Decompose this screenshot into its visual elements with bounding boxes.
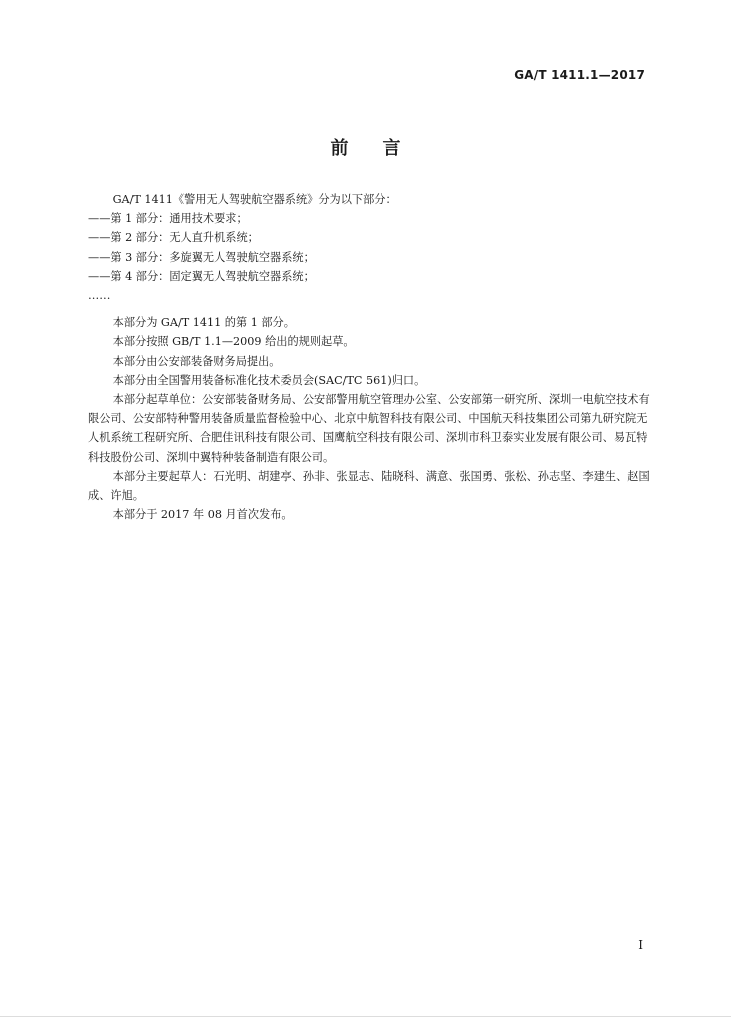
drafting-rules: 本部分按照 GB/T 1.1—2009 给出的规则起草。: [112, 335, 355, 349]
list-item: ——第 2 部分：无人直升机系统；: [88, 231, 259, 245]
publication-statement: 本部分于 2017 年 08 月首次发布。: [112, 508, 293, 522]
preface-body: [88, 190, 654, 524]
list-ellipsis: ……: [88, 289, 111, 303]
part-statement: 本部分为 GA/T 1411 的第 1 部分。: [112, 316, 295, 330]
page-title: 前言: [330, 138, 435, 159]
document-code: GA/T 1411.1—2017: [514, 68, 645, 82]
paragraph-spacer: [88, 305, 654, 313]
bottom-divider: [0, 1016, 731, 1017]
drafting-units: 本部分起草单位：公安部装备财务局、公安部警用航空管理办公室、公安部第一研究所、深圳一电航空技术有限公司、公安部特种警用装备质量监督检验中心、北京中航智科技有限公司、中国航天科技集团公司第九研究院无人机系统工程研究所、合肥佳讯科技有限公司、国鹰航空科技有限公司、深圳市科卫泰实业发展有限公司、易瓦特科技股份公司、深圳中翼特种装备制造有限公司。: [88, 393, 650, 464]
list-item: ——第 1 部分：通用技术要求；: [88, 212, 248, 226]
list-item: ——第 4 部分：固定翼无人驾驶航空器系统；: [88, 269, 315, 283]
list-item: ——第 3 部分：多旋翼无人驾驶航空器系统；: [88, 250, 315, 264]
committee-statement: 本部分由全国警用装备标准化技术委员会(SAC/TC 561)归口。: [112, 373, 426, 387]
main-drafters: 本部分主要起草人：石光明、胡建亭、孙非、张显志、陆晓科、满意、张国勇、张松、孙志坚、李建生、赵国成、许旭。: [88, 469, 650, 503]
proposer-statement: 本部分由公安部装备财务局提出。: [112, 354, 281, 368]
page-number: I: [638, 938, 643, 952]
intro-paragraph: GA/T 1411《警用无人驾驶航空器系统》分为以下部分：: [112, 193, 397, 206]
